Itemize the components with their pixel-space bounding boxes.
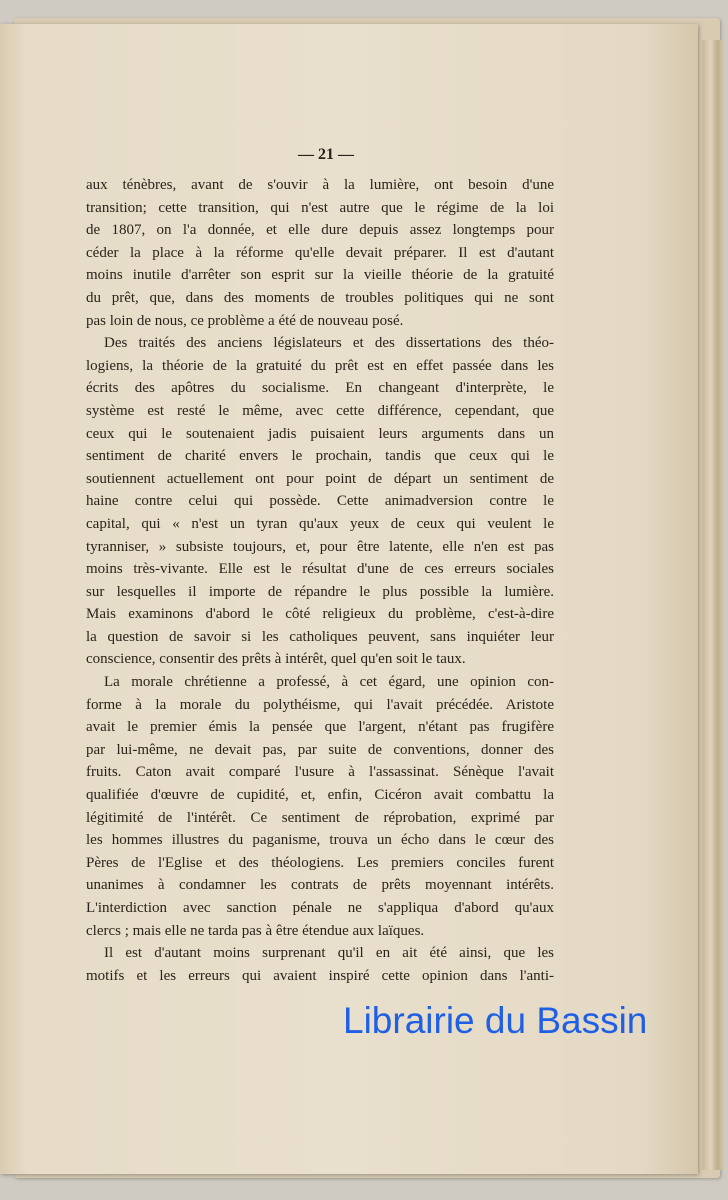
text-line: moins inutile d'arrêter son esprit sur la vieille théorie de la gratuité (86, 267, 554, 284)
text-line: sur lesquelles il importe de répandre le plus possible la lumière. (86, 583, 554, 600)
page-number-text: — 21 — (298, 146, 354, 163)
paragraph (86, 332, 554, 671)
text-line: unanimes à condamner les contrats de prêts moyennant intérêts. (86, 877, 554, 894)
text-line: de 1807, on l'a donnée, et elle dure depuis assez longtemps pour (86, 222, 554, 239)
text-line: céder la place à la réforme qu'elle devait préparer. Il est d'autant (86, 244, 554, 261)
text-line: Des traités des anciens législateurs et des dissertations des théo- (104, 335, 554, 352)
paragraph (86, 174, 554, 332)
text-line: conscience, consentir des prêts à intérêt, quel qu'en soit le taux. (86, 651, 466, 668)
text-line: aux ténèbres, avant de s'ouvir à la lumière, ont besoin d'une (86, 177, 554, 193)
paragraph (86, 942, 554, 987)
text-line: les hommes illustres du paganisme, trouva un écho dans le cœur des (86, 832, 554, 849)
text-line: par lui-même, ne devait pas, par suite de conventions, donner des (86, 741, 554, 758)
text-line: système est resté le même, avec cette différence, cependant, que (86, 402, 554, 419)
text-line: motifs et les erreurs qui avaient inspiré cette opinion dans l'anti- (86, 967, 554, 984)
body-text (86, 174, 554, 987)
text-line: pas loin de nous, ce problème a été de nouveau posé. (86, 312, 404, 329)
text-line: Mais examinons d'abord le côté religieux du problème, c'est-à-dire (86, 606, 554, 623)
text-line: fruits. Caton avait comparé l'usure à l'assassinat. Sénèque l'avait (86, 764, 554, 781)
text-line: L'interdiction avec sanction pénale ne s'appliqua d'abord qu'aux (86, 900, 554, 916)
page-edges (702, 40, 724, 1170)
text-line: forme à la morale du polythéisme, qui l'avait précédée. Aristote (86, 696, 554, 713)
text-line: qualifiée d'œuvre de cupidité, et, enfin, Cicéron avait combattu la (86, 787, 554, 804)
text-line: capital, qui « n'est un tyran qu'aux yeux de ceux qui veulent le (86, 515, 554, 532)
text-line: avait le premier émis la pensée que l'argent, n'étant pas frugifère (86, 719, 554, 736)
text-line: logiens, la théorie de la gratuité du prêt est en effet passée dans les (86, 357, 554, 374)
text-line: tyranniser, » subsiste toujours, et, pour être latente, elle n'en est pas (86, 538, 554, 555)
text-line: haine contre celui qui possède. Cette animadversion contre le (86, 493, 554, 510)
text-line: ceux qui le soutenaient jadis puisaient leurs arguments dans un (86, 425, 554, 442)
text-line: écrits des apôtres du socialisme. En changeant d'interprète, le (86, 380, 554, 397)
paragraph (86, 671, 554, 942)
text-line: soutiennent actuellement ont pour point de départ un sentiment de (86, 470, 554, 487)
text-line: Il est d'autant moins surprenant qu'il en ait été ainsi, que les (104, 945, 554, 962)
text-line: La morale chrétienne a professé, à cet égard, une opinion con- (104, 674, 554, 691)
text-line: clercs ; mais elle ne tarda pas à être étendue aux laïques. (86, 922, 425, 939)
text-line: légitimité de l'intérêt. Ce sentiment de réprobation, exprimé par (86, 809, 554, 826)
text-line: Pères de l'Eglise et des théologiens. Les premiers conciles furent (86, 854, 554, 871)
text-line: sentiment de charité envers le prochain, tandis que ceux qui le (86, 448, 554, 465)
text-line: la question de savoir si les catholiques peuvent, sans inquiéter leur (86, 628, 554, 645)
text-line: transition; cette transition, qui n'est autre que le régime de la loi (86, 199, 554, 216)
text-line: du prêt, que, dans des moments de troubles politiques qui ne sont (86, 289, 554, 306)
page-number (0, 146, 728, 164)
text-line: moins très-vivante. Elle est le résultat d'une de ces erreurs sociales (86, 561, 554, 578)
watermark: Librairie du Bassin (343, 1000, 648, 1041)
